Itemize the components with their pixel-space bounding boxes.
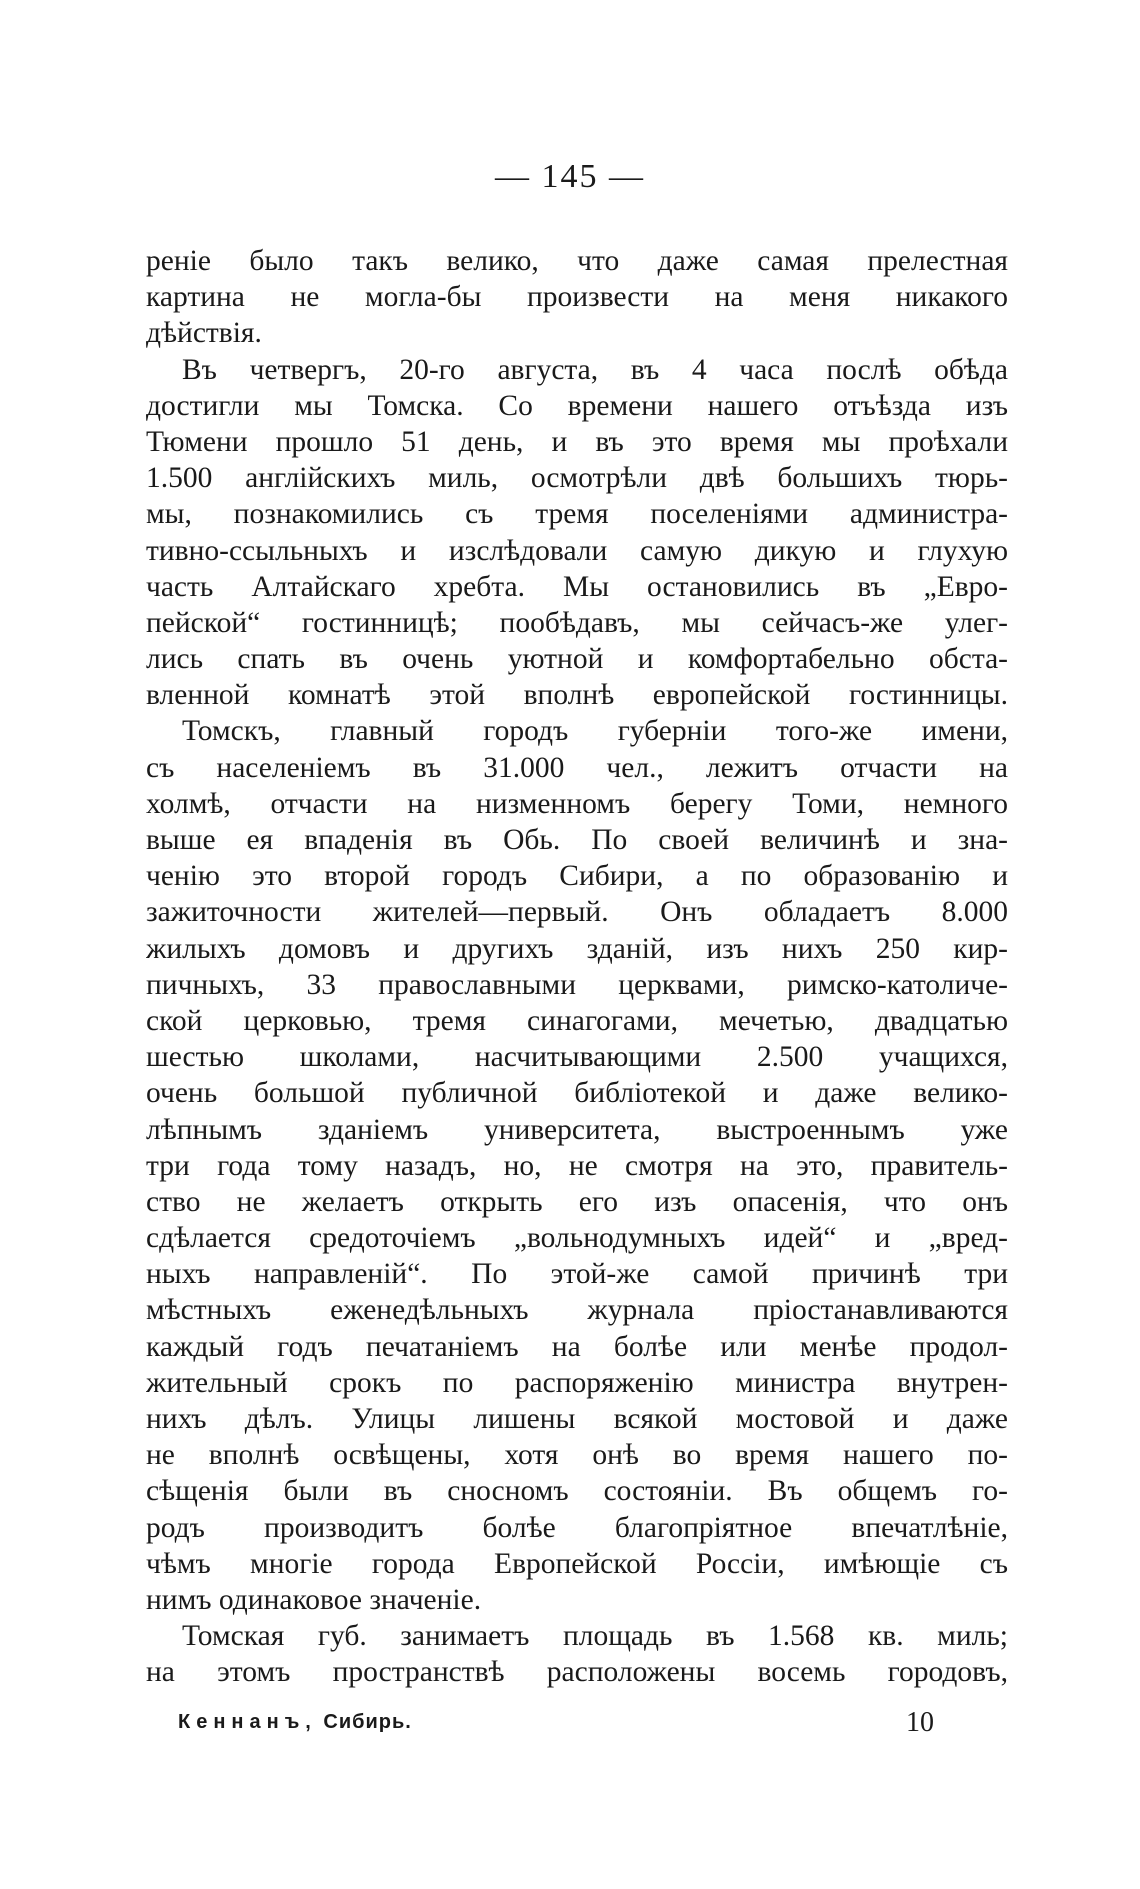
text-line: съ населеніемъ въ 31.000 чел., лежитъ отчасти на <box>146 751 1008 784</box>
text-line: дѣйствія. <box>146 317 262 350</box>
text-line: сѣщенія были въ сносномъ состояніи. Въ общемъ го- <box>146 1475 1008 1508</box>
text-line: достигли мы Томска. Со времени нашего отъѣзда изъ <box>146 389 1008 422</box>
text-line: Въ четвергъ, 20-го августа, въ 4 часа послѣ обѣда <box>182 353 1008 386</box>
text-line: Томская губ. занимаетъ площадь въ 1.568 кв. миль; <box>182 1620 1008 1653</box>
footer-author-title <box>178 1711 412 1734</box>
text-line: пейской“ гостинницѣ; пообѣдавъ, мы сейчасъ-же улег- <box>146 606 1008 639</box>
footer-author: Кеннанъ, <box>178 1711 317 1733</box>
signature-mark: 10 <box>906 1707 934 1738</box>
text-line: пичныхъ, 33 православными церквами, римско-католиче- <box>146 968 1008 1001</box>
text-line: каждый годъ печатаніемъ на болѣе или менѣе продол- <box>146 1330 1008 1363</box>
text-line: сдѣлается средоточіемъ „вольнодумныхъ идей“ и „вред- <box>146 1222 1008 1255</box>
text-line: картина не могла-бы произвести на меня никакого <box>146 281 1008 314</box>
text-line: Томскъ, главный городъ губерніи того-же имени, <box>182 715 1008 748</box>
text-line: чѣмъ многіе города Европейской Россіи, имѣющіе съ <box>146 1547 1008 1580</box>
text-line: ской церковью, тремя синагогами, мечетью, двадцатью <box>146 1004 1008 1037</box>
text-line: холмѣ, отчасти на низменномъ берегу Томи, немного <box>146 787 1008 820</box>
text-line: нихъ дѣлъ. Улицы лишены всякой мостовой и даже <box>146 1403 1008 1435</box>
text-line: вленной комнатѣ этой вполнѣ европейской гостинницы. <box>146 679 1008 712</box>
text-line: шестью школами, насчитывающими 2.500 учащихся, <box>146 1041 1008 1074</box>
text-line: жительный срокъ по распоряженію министра внутрен- <box>146 1366 1008 1399</box>
footer-title: Сибирь. <box>323 1711 412 1733</box>
page-number: — 145 — <box>495 158 645 195</box>
text-line: ство не желаетъ открыть его изъ опасенія, что онъ <box>146 1185 1008 1218</box>
text-line: родъ производитъ болѣе благопріятное впечатлѣніе, <box>146 1511 1008 1544</box>
text-line: ченію это второй городъ Сибири, а по образованію и <box>146 860 1008 893</box>
text-line: мы, познакомились съ тремя поселеніями администра- <box>146 498 1008 531</box>
text-line: лись спать въ очень уютной и комфортабельно обста- <box>146 643 1008 676</box>
text-line: очень большой публичной библіотекой и даже велико- <box>146 1077 1008 1110</box>
text-line: зажиточности жителей—первый. Онъ обладаетъ 8.000 <box>146 896 1008 929</box>
text-line: Тюмени прошло 51 день, и въ это время мы проѣхали <box>146 425 1008 458</box>
text-line: жилыхъ домовъ и другихъ зданій, изъ нихъ 250 кир- <box>146 932 1008 965</box>
text-line: не вполнѣ освѣщены, хотя онѣ во время нашего по- <box>146 1439 1008 1472</box>
text-line: лѣпнымъ зданіемъ университета, выстроеннымъ уже <box>146 1113 1008 1146</box>
text-line: на этомъ пространствѣ расположены восемь городовъ, <box>146 1656 1008 1689</box>
text-line: три года тому назадъ, но, не смотря на это, правитель- <box>146 1149 1008 1182</box>
body-text <box>146 243 1008 1691</box>
text-line: нимъ одинаковое значеніе. <box>146 1583 482 1616</box>
text-line: выше ея впаденія въ Обь. По своей величинѣ и зна- <box>146 824 1008 856</box>
text-line: ныхъ направленій“. По этой-же самой причинѣ три <box>146 1258 1008 1291</box>
text-line: часть Алтайскаго хребта. Мы остановились въ „Евро- <box>146 570 1008 603</box>
text-line: мѣстныхъ еженедѣльныхъ журнала пріостанавливаются <box>146 1294 1008 1327</box>
text-line: тивно-ссыльныхъ и изслѣдовали самую дикую и глухую <box>146 534 1008 567</box>
text-line: 1.500 англійскихъ миль, осмотрѣли двѣ большихъ тюрь- <box>146 462 1008 495</box>
text-line: реніе было такъ велико, что даже самая прелестная <box>146 245 1008 277</box>
